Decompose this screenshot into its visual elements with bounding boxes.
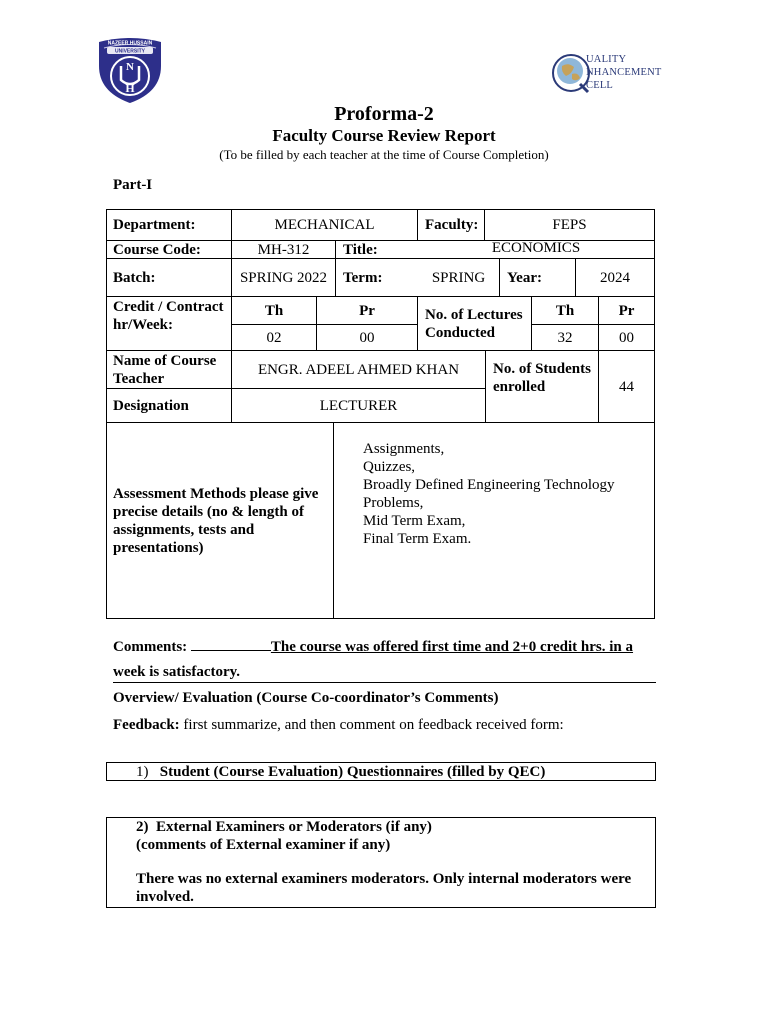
assessment-methods-list: [363, 440, 648, 548]
students-enrolled-label: No. of Students enrolled: [493, 361, 591, 395]
credit-hours-label: Credit / Contract hr/Week:: [113, 299, 224, 333]
designation-label: Designation: [113, 397, 189, 414]
assessment-item: Mid Term Exam,: [363, 513, 466, 529]
feedback-label: Feedback:: [113, 717, 180, 733]
year-label: Year:: [507, 269, 542, 286]
svg-text:N: N: [126, 61, 134, 73]
course-code-value: MH-312: [257, 241, 310, 258]
section1-number: 1): [136, 764, 149, 780]
svg-text:NAZEER HUSSAIN: NAZEER HUSSAIN: [107, 40, 153, 47]
department-value: MECHANICAL: [274, 217, 375, 233]
section2-sub: (comments of External examiner if any): [136, 836, 391, 853]
lectures-th-header: Th: [555, 302, 575, 319]
teacher-value: ENGR. ADEEL AHMED KHAN: [257, 361, 460, 378]
section2-body: There was no external examiners moderators. Only internal moderators were involved.: [136, 871, 632, 905]
page-subtitle: Faculty Course Review Report: [272, 126, 496, 145]
credit-pr-header: Pr: [359, 302, 375, 319]
assessment-item: Problems,: [363, 495, 424, 511]
overview-heading: Overview/ Evaluation (Course Co-coordinator’s Comments): [113, 690, 499, 706]
section-student-questionnaires: [106, 762, 656, 781]
comments: [113, 636, 653, 657]
lectures-th-value: 32: [557, 329, 573, 346]
comments-text-line2: week is satisfactory.: [113, 663, 656, 683]
assessment-item: Final Term Exam.: [363, 531, 472, 547]
lectures-conducted-label: No. of Lectures Conducted: [425, 307, 523, 341]
credit-pr-value: 00: [359, 329, 375, 346]
faculty-value: FEPS: [552, 217, 587, 233]
faculty-label: Faculty:: [425, 217, 479, 233]
lectures-pr-value: 00: [619, 329, 634, 346]
svg-text:H: H: [125, 81, 135, 95]
course-code-label: Course Code:: [113, 241, 201, 258]
batch-value: SPRING 2022: [239, 269, 328, 286]
term-value: SPRING: [431, 269, 486, 286]
section-external-examiners: [106, 817, 656, 908]
section2-number: 2): [136, 819, 149, 835]
part-label: Part-I: [113, 177, 153, 193]
svg-text:UNIVERSITY: UNIVERSITY: [114, 48, 146, 55]
section2-heading: External Examiners or Moderators (if any): [156, 819, 432, 835]
comments-label: Comments:: [113, 639, 188, 655]
feedback: [113, 717, 564, 734]
teacher-label: Name of Course Teacher: [113, 353, 217, 387]
university-logo: [95, 36, 165, 104]
assessment-item: Broadly Defined Engineering Technology: [363, 477, 615, 493]
lectures-pr-header: Pr: [618, 302, 635, 319]
section1-text: Student (Course Evaluation) Questionnaires (filled by QEC): [159, 764, 546, 780]
page-note: (To be filled by each teacher at the time of Course Completion): [219, 147, 549, 162]
assessment-item: Assignments,: [363, 441, 445, 457]
qec-logo: UALITY NHANCEMENT CELL: [548, 50, 660, 96]
term-label: Term:: [343, 269, 383, 286]
year-value: 2024: [600, 269, 630, 286]
page-title: Proforma-2: [334, 103, 434, 125]
feedback-text: first summarize, and then comment on feedback received form:: [183, 717, 564, 733]
comments-text-line1: The course was offered first time and 2+0 credit hrs. in a: [270, 639, 634, 655]
assessment-item: Quizzes,: [363, 459, 416, 475]
students-enrolled-value: 44: [619, 378, 634, 395]
department-label: Department:: [113, 217, 196, 233]
batch-label: Batch:: [113, 269, 156, 286]
title-label: Title:: [343, 241, 378, 258]
comments-blank-line: [191, 636, 271, 651]
designation-value: LECTURER: [319, 397, 398, 414]
assessment-methods-label: Assessment Methods please give precise details (no & length of assignments, tests and presentations): [113, 486, 319, 556]
credit-th-header: Th: [264, 302, 284, 319]
credit-th-value: 02: [266, 329, 282, 346]
title-value: ECONOMICS: [491, 239, 581, 256]
